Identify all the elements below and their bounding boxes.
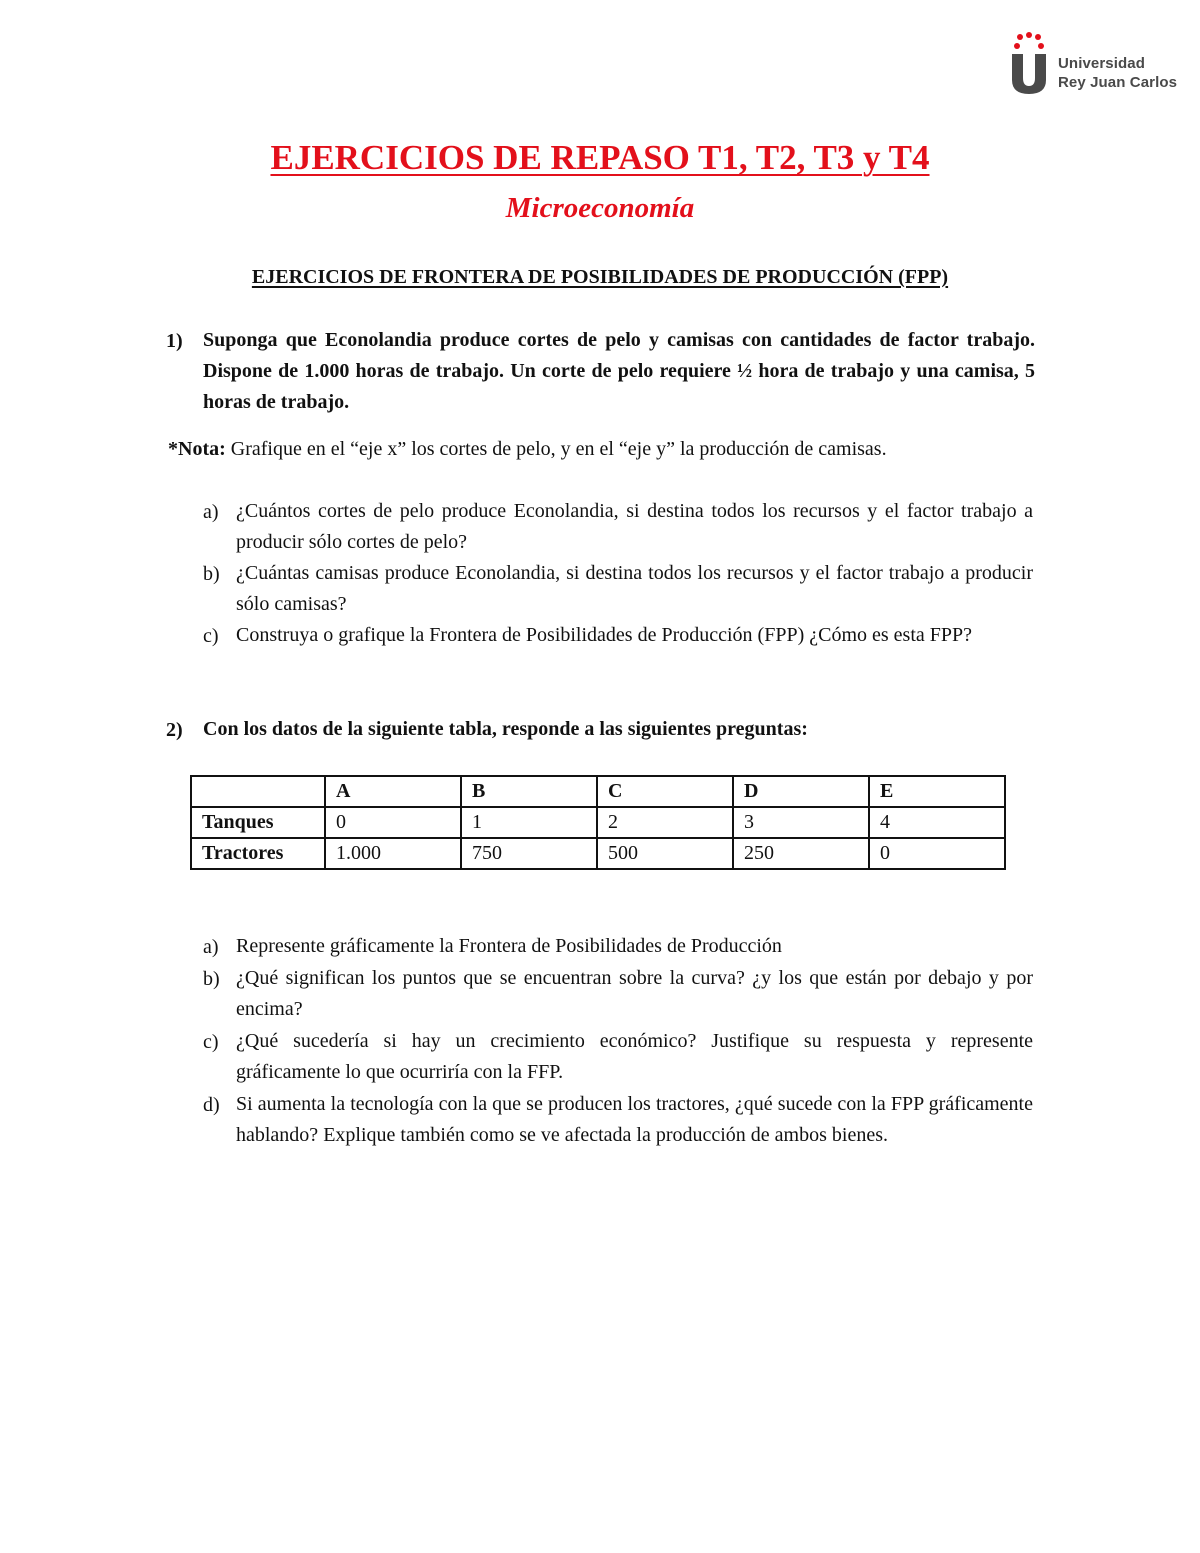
table-header-cell (191, 776, 325, 807)
section-title: EJERCICIOS DE FRONTERA DE POSIBILIDADES DE PRODUCCIÓN (FPP) (251, 266, 949, 288)
q2-item-c-text: ¿Qué sucedería si hay un crecimiento económico? Justifique su respuesta y represente gráficamente lo que ocurriría con la FFP. (236, 1030, 1033, 1083)
table-cell: 250 (733, 838, 869, 869)
table-cell: 0 (869, 838, 1005, 869)
table-cell: 4 (869, 807, 1005, 838)
table-cell: 3 (733, 807, 869, 838)
question-1-note (168, 438, 887, 461)
q1-item-c-label: c) (203, 625, 219, 647)
urjc-logo-icon (1008, 32, 1050, 96)
q1-item-a-text: ¿Cuántos cortes de pelo produce Econolandia, si destina todos los recursos y el factor trabajo a producir sólo cortes de pelo? (236, 500, 1033, 553)
q2-item-a-label: a) (203, 936, 219, 958)
page-subtitle: Microeconomía (505, 192, 695, 224)
q2-item-c-label: c) (203, 1031, 219, 1053)
table-cell: 2 (597, 807, 733, 838)
university-logo (1008, 32, 1178, 96)
logo-line-2: Rey Juan Carlos (1058, 74, 1178, 91)
table-header-cell: D (733, 776, 869, 807)
q1-item-a-label: a) (203, 501, 219, 523)
q2-item-b-label: b) (203, 968, 220, 990)
table-header-row (191, 776, 1005, 807)
logo-wordmark (1058, 54, 1177, 92)
q2-item-a-text: Represente gráficamente la Frontera de Posibilidades de Producción (236, 935, 782, 957)
table-row (191, 838, 1005, 869)
page-title: EJERCICIOS DE REPASO T1, T2, T3 y T4 (270, 138, 930, 177)
q2-item-b-text: ¿Qué significan los puntos que se encuentran sobre la curva? ¿y los que están por debajo y por encima? (236, 967, 1033, 1020)
table-header-cell: A (325, 776, 461, 807)
production-table (190, 775, 1006, 870)
question-2-number: 2) (166, 719, 183, 741)
question-2-text: Con los datos de la siguiente tabla, responde a las siguientes preguntas: (203, 718, 808, 740)
table-row (191, 807, 1005, 838)
question-1-text: Suponga que Econolandia produce cortes de pelo y camisas con cantidades de factor trabajo. Dispone de 1.000 horas de trabajo. Un corte de pelo requiere ½ hora de trabajo y una camisa, 5 horas de trabajo. (203, 329, 1035, 413)
table-cell: 1.000 (325, 838, 461, 869)
q1-item-c-text: Construya o grafique la Frontera de Posibilidades de Producción (FPP) ¿Cómo es esta FPP? (236, 624, 973, 646)
q2-item-d-text: Si aumenta la tecnología con la que se producen los tractores, ¿qué sucede con la FPP gráficamente hablando? Explique también como se ve afectada la producción de ambos bienes. (236, 1093, 1033, 1146)
table-cell: 500 (597, 838, 733, 869)
q1-item-b-label: b) (203, 563, 220, 585)
q2-item-d-label: d) (203, 1094, 220, 1116)
q1-item-b-text: ¿Cuántas camisas produce Econolandia, si destina todos los recursos y el factor trabajo a producir sólo camisas? (236, 562, 1033, 615)
question-1-number: 1) (166, 330, 183, 352)
note-text: Grafique en el “eje x” los cortes de pelo, y en el “eje y” la producción de camisas. (230, 438, 887, 460)
note-label: *Nota: (168, 438, 226, 460)
table-header-cell: B (461, 776, 597, 807)
table-row-label: Tanques (191, 807, 325, 838)
table-cell: 0 (325, 807, 461, 838)
table-header-cell: E (869, 776, 1005, 807)
logo-line-1: Universidad (1058, 55, 1145, 72)
table-cell: 1 (461, 807, 597, 838)
table-header-cell: C (597, 776, 733, 807)
table-row-label: Tractores (191, 838, 325, 869)
table-cell: 750 (461, 838, 597, 869)
